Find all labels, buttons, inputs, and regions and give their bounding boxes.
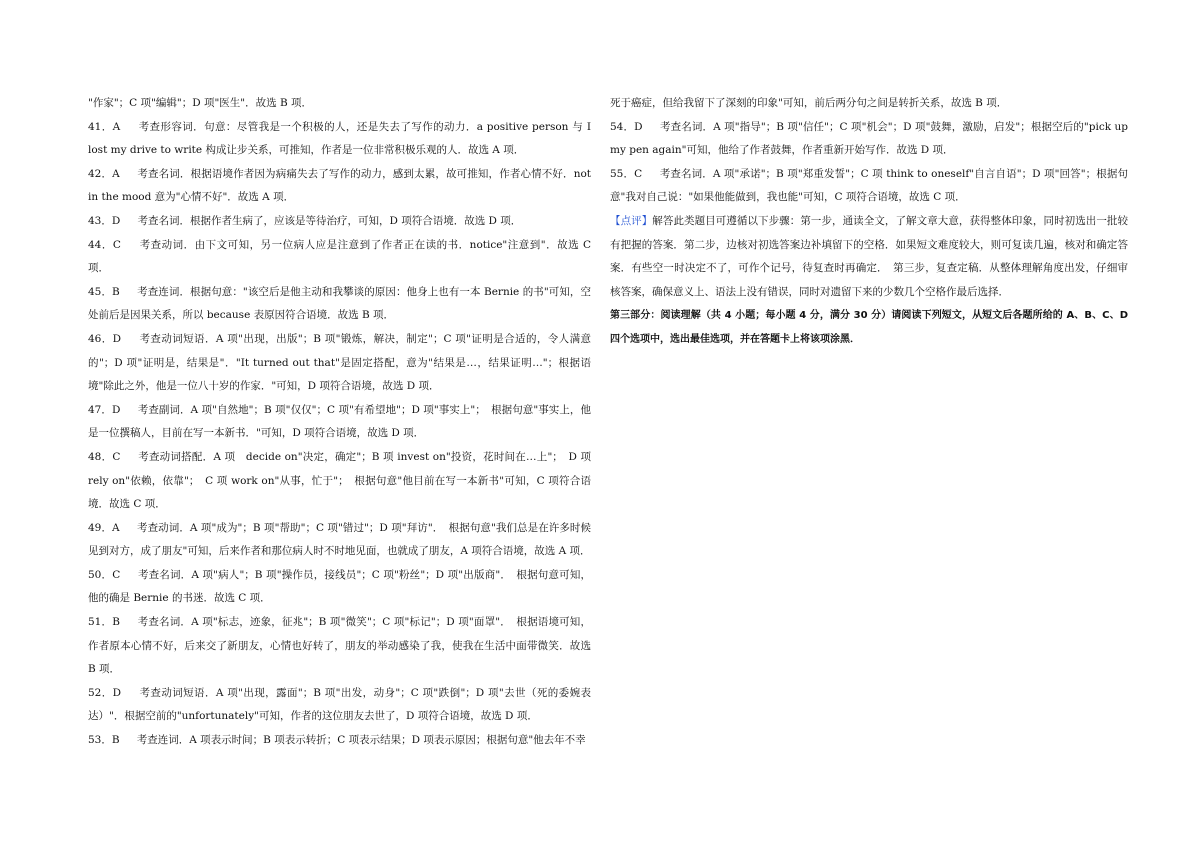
answer-43: 43．D 考查名词．根据作者生病了，应该是等待治疗，可知，D 项符合语境．故选 D 项． <box>88 214 522 227</box>
comment-text: 解答此类题目可遵循以下步骤：第一步，通读全文，了解文章大意，获得整体印象，同时初选出一批较有把握的答案．第二步，边核对初选答案边补填留下的空格．如果短文难度较大，则可复读几遍，核对和确定答案．有些空一时决定不了，可作个记号，待复查时再确定． 第三步，复查定稿．从整体理解角度出发，仔细审核答案，确保意义上、语法上没有错误，同时对遗留下来的少数几个空格作最后选择． <box>610 214 1129 298</box>
answer-54: 54．D 考查名词．A 项"指导"；B 项"信任"；C 项"机会"；D 项"鼓舞，激励，启发"；根据空后的"pick up my pen again"可知，他给了作者鼓舞，作者重新开始写作．故选 D 项． <box>610 120 1128 157</box>
answer-55: 55．C 考查名词．A 项"承诺"；B 项"郑重发誓"；C 项 think to oneself"自言自语"；D 项"回答"；根据句意"我对自己说："如果他能做到，我也能"可知，C 项符合语境，故选 C 项． <box>610 167 1128 204</box>
answer-48: 48．C 考查动词搭配．A 项 decide on"决定，确定"；B 项 invest on"投资，花时间在…上"； D 项 rely on"依赖，依靠"； C 项 work on"从事，忙于"； 根据句意"他目前在写一本新书"可知，C 项符合语境．故选 C 项． <box>88 450 591 511</box>
answer-47: 47．D 考查副词．A 项"自然地"；B 项"仅仅"；C 项"有希望地"；D 项"事实上"； 根据句意"事实上，他是一位撰稿人，目前在写一本新书．"可知，D 项符合语境，故选 D 项． <box>88 403 591 440</box>
right-column <box>610 92 1128 352</box>
answer-44: 44．C 考查动词．由下文可知，另一位病人应是注意到了作者正在读的书．notice"注意到"．故选 C 项． <box>88 238 591 275</box>
section-3-heading: 第三部分：阅读理解（共 4 小题；每小题 4 分，满分 30 分）请阅读下列短文，从短文后各题所给的 A、B、C、D 四个选项中，选出最佳选项，并在答题卡上将该项涂黑． <box>610 310 1128 345</box>
left-column <box>88 92 591 753</box>
answer-49: 49．A 考查动词．A 项"成为"；B 项"帮助"；C 项"错过"；D 项"拜访"． 根据句意"我们总是在许多时候见到对方，成了朋友"可知，后来作者和那位病人时不时地见面，也就成了朋友，A 项符合语境，故选 A 项． <box>88 521 591 558</box>
answer-50: 50．C 考查名词．A 项"病人"；B 项"操作员，接线员"；C 项"粉丝"；D 项"出版商"． 根据句意可知，他的确是 Bernie 的书迷．故选 C 项． <box>88 568 591 605</box>
answer-53-tail: 死于癌症，但给我留下了深刻的印象"可知，前后两分句之间是转折关系，故选 B 项． <box>610 97 1008 109</box>
answer-42: 42．A 考查名词．根据语境作者因为病痛失去了写作的动力，感到太累，故可推知，作者心情不好．not in the mood 意为"心情不好"．故选 A 项． <box>88 167 591 204</box>
answer-46: 46．D 考查动词短语．A 项"出现，出版"；B 项"锻炼，解决，制定"；C 项"证明是合适的，令人满意的"；D 项"证明是，结果是"．"It turned out that"是固定搭配，意为"结果是…，结果证明…"；根据语境"除此之外，他是一位八十岁的作家．"可知，D 项符合语境，故选 D 项． <box>88 332 591 393</box>
comment-tag: 【点评】 <box>610 214 653 227</box>
answer-41: 41．A 考查形容词．句意：尽管我是一个积极的人，还是失去了写作的动力．a positive person 与 I lost my drive to write 构成让步关系，可推知，作者是一位非常积极乐观的人．故选 A 项． <box>88 120 591 157</box>
answer-45: 45．B 考查连词．根据句意："该空后是他主动和我攀谈的原因：他身上也有一本 Bernie 的书"可知，空处前后是因果关系，所以 because 表原因符合语境．故选 B 项． <box>88 285 591 322</box>
answer-52: 52．D 考查动词短语．A 项"出现，露面"；B 项"出发，动身"；C 项"跌倒"；D 项"去世（死的委婉表达）"．根据空前的"unfortunately"可知，作者的这位朋友去世了，D 项符合语境，故选 D 项． <box>88 686 591 723</box>
answer-line-40-tail: "作家"；C 项"编辑"；D 项"医生"．故选 B 项． <box>88 97 312 109</box>
answer-53: 53．B 考查连词．A 项表示时间；B 项表示转折；C 项表示结果；D 项表示原因；根据句意"他去年不幸 <box>88 734 586 747</box>
comment-paragraph <box>610 210 1128 304</box>
answer-51: 51．B 考查名词．A 项"标志，迹象，征兆"；B 项"微笑"；C 项"标记"；D 项"面罩"． 根据语境可知，作者原本心情不好，后来交了新朋友，心情也好转了，朋友的举动感染了我，使我在生活中面带微笑．故选 B 项． <box>88 616 591 676</box>
